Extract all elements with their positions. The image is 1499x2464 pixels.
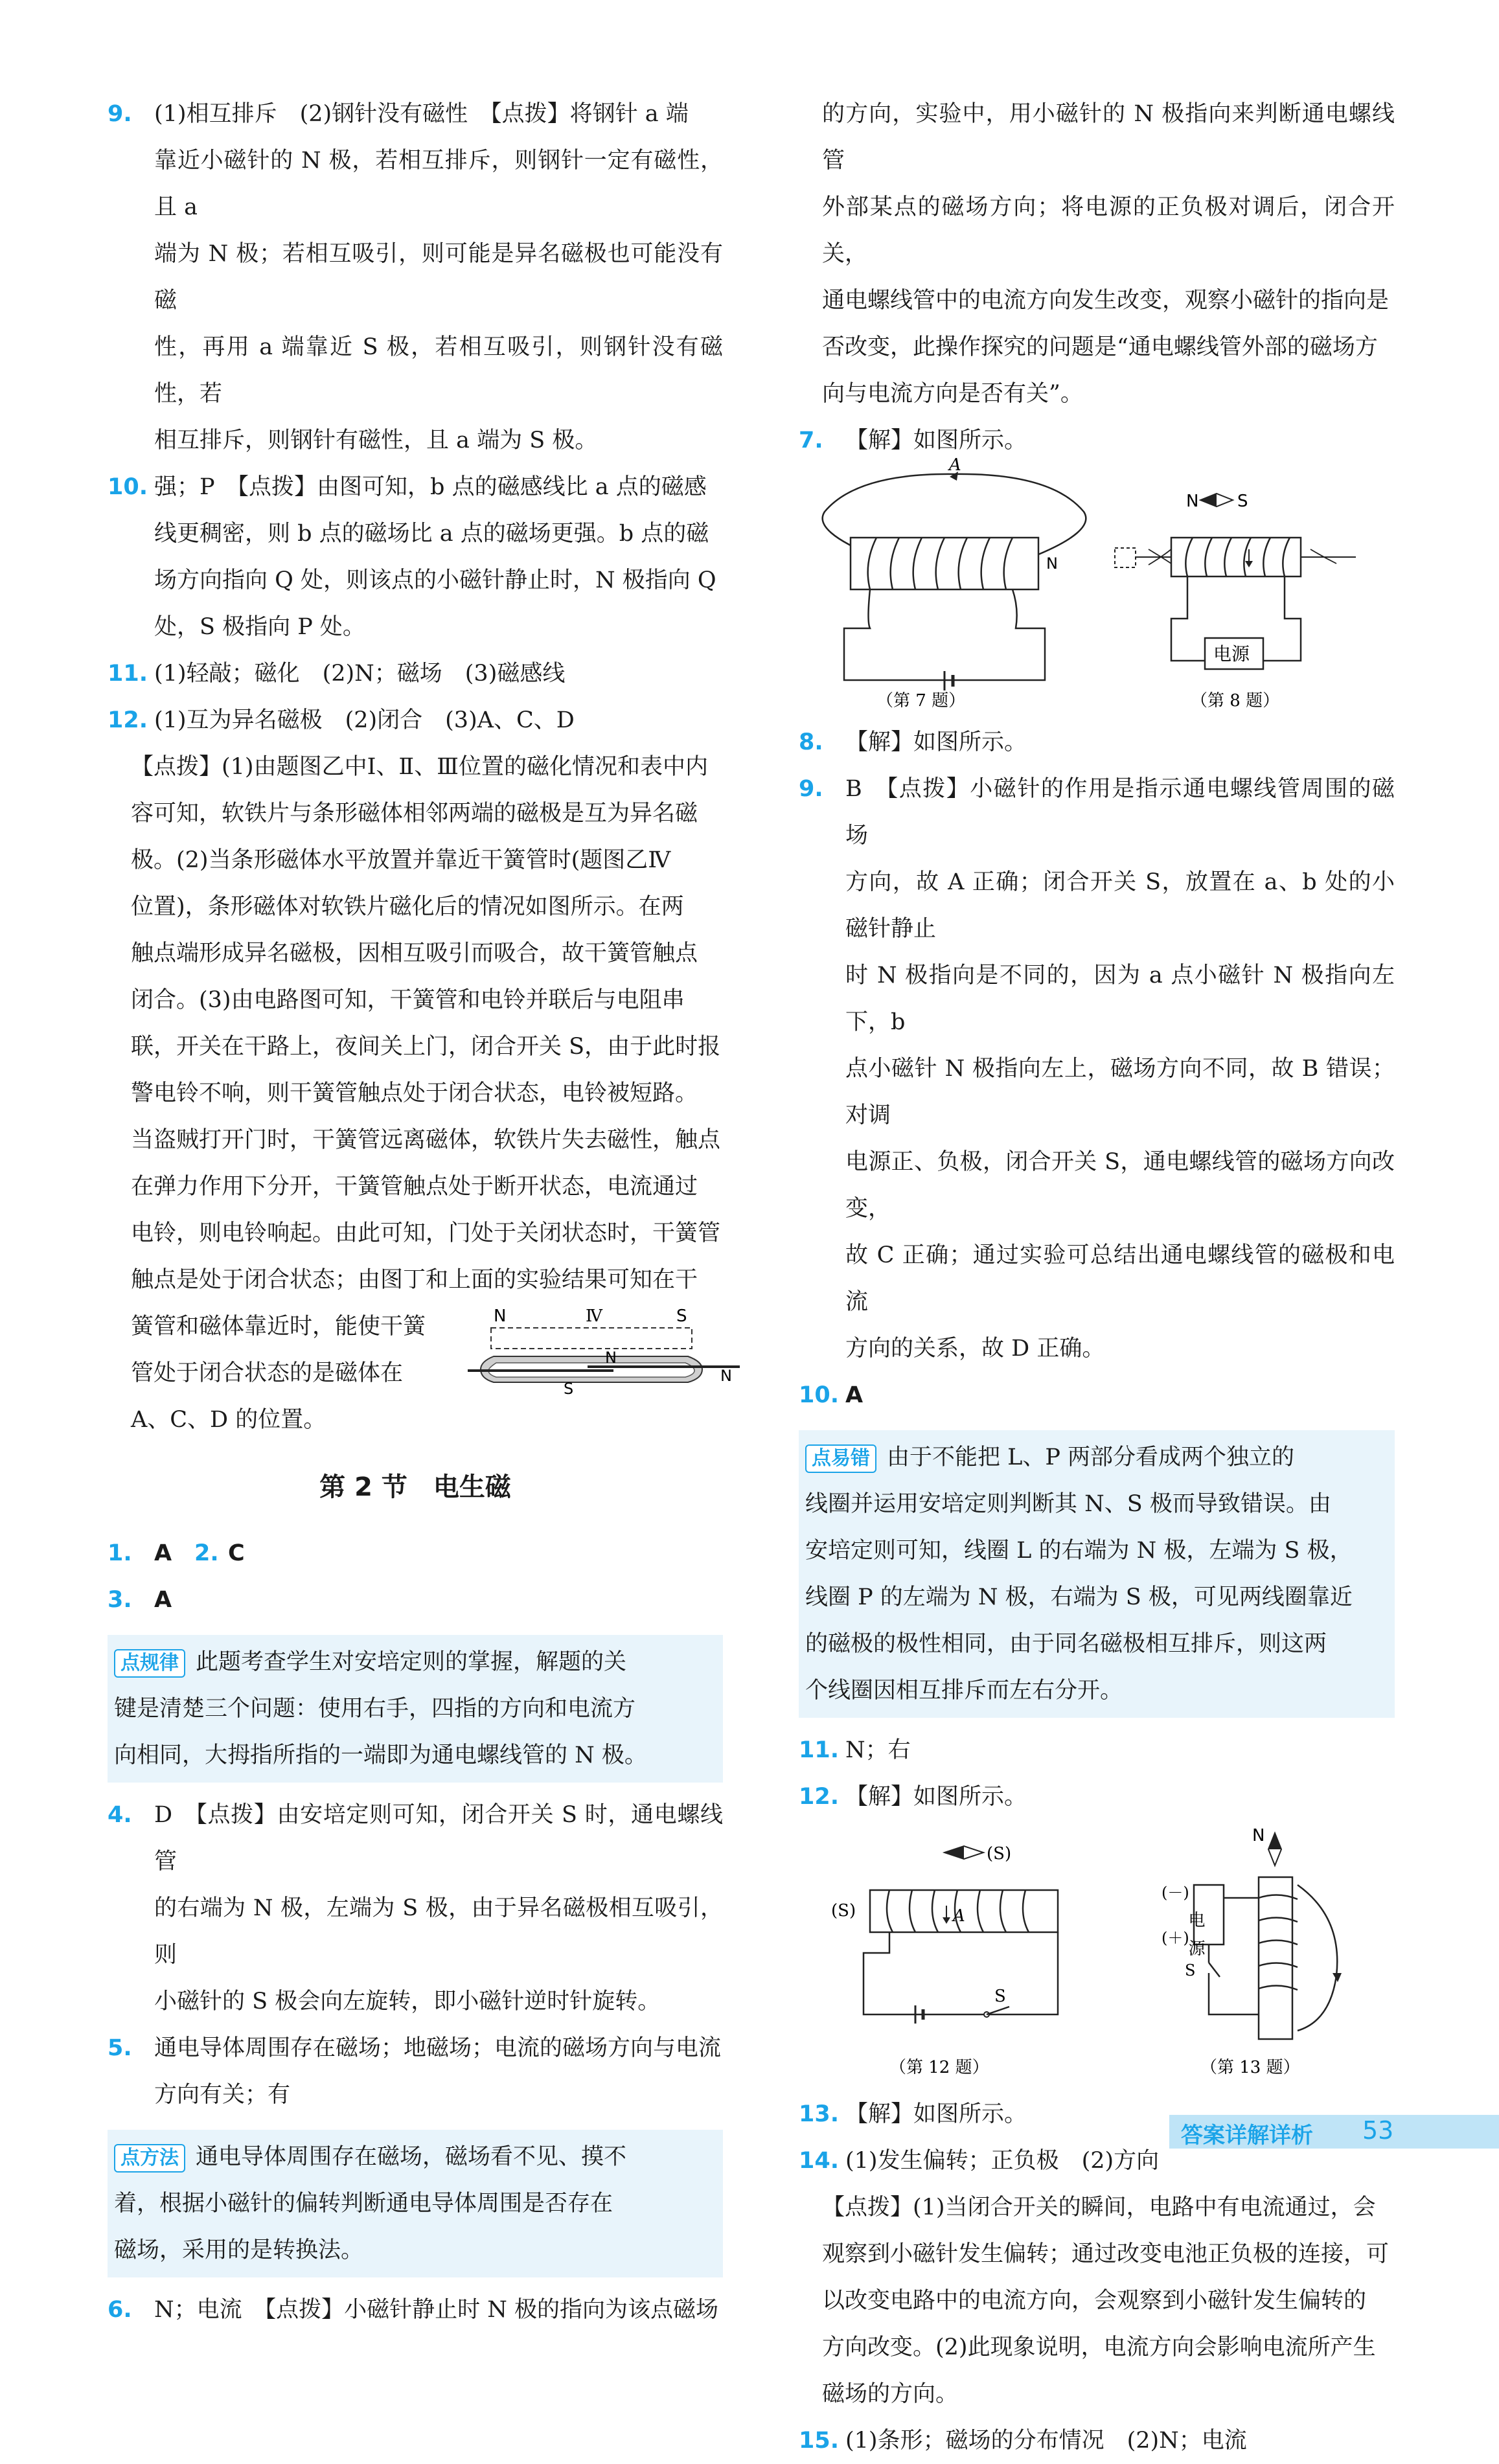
text-line: 电铃，则电铃响起。由此可知，门处于关闭状态时，干簧管 [131, 1220, 721, 1246]
text-line: 方向，故 A 正确；闭合开关 S，放置在 a、b 处的小磁针静止 [845, 869, 1395, 942]
answer-15-right [799, 2417, 1395, 2464]
text-line: 观察到小磁针发生偏转；通过改变电池正负极的连接，可 [822, 2241, 1390, 2267]
caption-fig8: （第 8 题） [1191, 691, 1280, 711]
answer-text: 【解】如图所示。 [845, 2101, 1027, 2127]
tip-tag: 点方法 [114, 2144, 185, 2173]
text-line: 强；P 【点拨】由图可知，b 点的磁感线比 a 点的磁感 [154, 474, 707, 500]
answer-12-explanation [108, 744, 732, 1443]
caption-fig7: （第 7 题） [876, 691, 966, 711]
text-line: 【点拨】(1)当闭合开关的瞬间，电路中有电流通过，会 [822, 2195, 1376, 2220]
section-title: 第 2 节 电生磁 [319, 1472, 511, 1502]
left-column [108, 91, 732, 2333]
answer-4 [108, 1792, 723, 2025]
text-line: 位置)，条形磁体对软铁片磁化后的情况如图所示。在两 [131, 894, 684, 920]
text-line: 簧管和磁体靠近时，能使干簧 [131, 1314, 426, 1340]
right-column [799, 91, 1395, 2464]
text-line: 由于不能把 L、P 两部分看成两个独立的 [887, 1444, 1295, 1470]
fig8-label-n: N [1186, 492, 1199, 511]
figure-7-8 [799, 455, 1395, 713]
text-line: 通电导体周围存在磁场，磁场看不见、摸不 [196, 2144, 627, 2170]
answer-1-2 [108, 1530, 723, 1577]
fig8-power-label: 电源 [1213, 643, 1250, 665]
fig12-label-switch: S [994, 1987, 1006, 2006]
text-line: 警电铃不响，则干簧管触点处于闭合状态，电铃被短路。 [131, 1080, 698, 1106]
tip-box-error [799, 1430, 1395, 1718]
answer-text: 【解】如图所示。 [845, 729, 1027, 755]
text-line: 方向有关；有 [154, 2082, 291, 2108]
fig13-label-n: N [1252, 1826, 1265, 1845]
text-line: 的右端为 N 极，左端为 S 极，由于异名磁极相互吸引，则 [154, 1895, 723, 1968]
fig-label-iv: Ⅳ [586, 1306, 602, 1326]
answer-text: (1)发生偏转；正负极 (2)方向 [845, 2148, 1160, 2174]
text-line: 容可知，软铁片与条形磁体相邻两端的磁极是互为异名磁 [131, 801, 698, 827]
fig7-label-n: N [1046, 554, 1058, 573]
text-line: (1)相互排斥 (2)钢针没有磁性 【点拨】将钢针 a 端 [154, 101, 689, 127]
reed-switch-figure [468, 1303, 740, 1400]
answer-7 [799, 417, 1395, 464]
text-line: 着，根据小磁针的偏转判断通电导体周围是否存在 [114, 2191, 613, 2217]
answer-text: A [845, 1382, 864, 1408]
question-number: 10. [108, 474, 148, 500]
answer-text: 【解】如图所示。 [845, 1784, 1027, 1810]
fig8-label-s: S [1237, 492, 1248, 511]
fig13-power-char1: 电源 [1185, 1911, 1205, 1956]
tip-box-method [108, 2130, 723, 2277]
text-line: 在弹力作用下分开，干簧管触点处于断开状态，电流通过 [131, 1174, 698, 1200]
question-number: 4. [108, 1802, 132, 1828]
answer-10 [108, 464, 723, 650]
answer-3 [108, 1577, 723, 1623]
question-number: 7. [799, 428, 823, 453]
text-line: 的磁极的极性相同，由于同名磁极相互排斥，则这两 [805, 1631, 1327, 1657]
answer-14-explanation [799, 2184, 1395, 2417]
answer-10-right [799, 1372, 1395, 1419]
text-line: 联，开关在干路上，夜间关上门，闭合开关 S，由于此时报 [131, 1034, 721, 1060]
text-line: 靠近小磁针的 N 极，若相互排斥，则钢针一定有磁性，且 a [154, 148, 723, 220]
text-line: 的方向，实验中，用小磁针的 N 极指向来判断通电螺线管 [822, 101, 1395, 174]
text-line: 通电螺线管中的电流方向发生改变，观察小磁针的指向是 [822, 288, 1390, 314]
question-number: 9. [108, 101, 132, 127]
text-line: 线圈 P 的左端为 N 极，右端为 S 极，可见两线圈靠近 [805, 1584, 1353, 1610]
question-number: 15. [799, 2428, 840, 2454]
text-line: 触点是处于闭合状态；由图丁和上面的实验结果可知在干 [131, 1267, 698, 1293]
question-number: 9. [799, 776, 823, 802]
text-line: 【点拨】(1)由题图乙中Ⅰ、Ⅱ、Ⅲ位置的磁化情况和表中内 [131, 754, 708, 780]
question-number: 1. [108, 1540, 132, 1566]
text-line: 端为 N 极；若相互吸引，则可能是异名磁极也可能没有磁 [154, 241, 723, 314]
question-number: 11. [799, 1737, 840, 1763]
fig12-label-a: A [953, 1906, 965, 1926]
text-line: 当盗贼打开门时，干簧管远离磁体，软铁片失去磁性，触点 [131, 1127, 721, 1153]
answer-text: (1)条形；磁场的分布情况 (2)N；电流 [845, 2428, 1247, 2454]
text-line: 电源正、负极，闭合开关 S，通电螺线管的磁场方向改变， [845, 1149, 1395, 1222]
text-line: 时 N 极指向是不同的，因为 a 点小磁针 N 极指向左下，b [845, 963, 1395, 1035]
question-number: 12. [799, 1784, 840, 1810]
text-line: N；电流 【点拨】小磁针静止时 N 极的指向为该点磁场 [154, 2297, 719, 2323]
answer-9 [108, 91, 723, 464]
text-line: 个线圈因相互排斥而左右分开。 [805, 1678, 1123, 1704]
fig13-label-plus: (＋) [1161, 1929, 1189, 1947]
text-line: 外部某点的磁场方向；将电源的正负极对调后，闭合开关， [822, 194, 1395, 267]
text-line: 向与电流方向是否有关”。 [822, 381, 1083, 407]
answer-5 [108, 2025, 723, 2118]
text-line: 磁场的方向。 [822, 2381, 959, 2407]
text-line: 处，S 极指向 P 处。 [154, 614, 365, 640]
text-line: 场方向指向 Q 处，则该点的小磁针静止时，N 极指向 Q [154, 567, 716, 593]
text-line: 相互排斥，则钢针有磁性，且 a 端为 S 极。 [154, 428, 598, 453]
fig7-label-a: A [949, 455, 961, 475]
fig13-label-minus: (－) [1161, 1884, 1189, 1902]
question-number: 3. [108, 1587, 132, 1613]
fig13-label-switch: S [1185, 1961, 1196, 1979]
answer-8 [799, 719, 1395, 766]
text-line: 以改变电路中的电流方向，会观察到小磁针发生偏转的 [822, 2288, 1367, 2314]
text-line: 通电导体周围存在磁场；地磁场；电流的磁场方向与电流 [154, 2035, 722, 2061]
text-line: 极。(2)当条形磁体水平放置并靠近干簧管时(题图乙Ⅳ [131, 847, 671, 873]
caption-fig13: （第 13 题） [1200, 2058, 1300, 2077]
question-number: 12. [108, 707, 148, 733]
question-number: 13. [799, 2101, 840, 2127]
footer-label: 答案详解详析 [1181, 2123, 1313, 2149]
text-line: 性，再用 a 端靠近 S 极，若相互吸引，则钢针没有磁性，若 [154, 334, 723, 407]
fig-label-s: S [676, 1306, 687, 1326]
text-line: 向相同，大拇指所指的一端即为通电螺线管的 N 极。 [114, 1742, 647, 1768]
caption-fig12: （第 12 题） [889, 2058, 989, 2077]
answer-6-continued [799, 91, 1395, 417]
text-line: 闭合。(3)由电路图可知，干簧管和电铃并联后与电阻串 [131, 987, 685, 1013]
text-line: 安培定则可知，线圈 L 的右端为 N 极，左端为 S 极， [805, 1538, 1353, 1564]
answer-11-right [799, 1727, 1395, 1774]
answer-text: (1)互为异名磁极 (2)闭合 (3)A、C、D [154, 707, 575, 733]
tip-box-rule [108, 1635, 723, 1783]
text-line: 管处于闭合状态的是磁体在 [131, 1360, 404, 1386]
page-number: 53 [1362, 2116, 1394, 2145]
fig12-label-s-top: (S) [987, 1844, 1012, 1864]
answer-text: A [154, 1587, 172, 1613]
question-number: 6. [108, 2297, 132, 2323]
text-line: 方向的关系，故 D 正确。 [845, 1336, 1105, 1362]
tip-tag: 点易错 [805, 1444, 876, 1473]
fig-label-n3: N [720, 1367, 732, 1385]
tip-tag: 点规律 [114, 1649, 185, 1678]
question-number: 2. [194, 1540, 219, 1566]
text-line: 键是清楚三个问题：使用右手，四指的方向和电流方 [114, 1696, 636, 1722]
fig-label-n2: N [605, 1349, 617, 1367]
answer-6 [108, 2287, 723, 2333]
text-line: 线更稠密，则 b 点的磁场比 a 点的磁场更强。b 点的磁 [154, 521, 709, 547]
answer-9-right [799, 766, 1395, 1372]
text-line: 小磁针的 S 极会向左旋转，即小磁针逆时针旋转。 [154, 1989, 661, 2014]
text-line: D 【点拨】由安培定则可知，闭合开关 S 时，通电螺线管 [154, 1802, 723, 1875]
text-line: B 【点拨】小磁针的作用是指示通电螺线管周围的磁场 [845, 776, 1395, 849]
answer-12 [108, 697, 723, 744]
text-line: 点小磁针 N 极指向左上，磁场方向不同，故 B 错误；对调 [845, 1056, 1395, 1128]
text-line: 故 C 正确；通过实验可总结出通电螺线管的磁极和电流 [845, 1242, 1395, 1315]
answer-text: A [154, 1540, 172, 1566]
text-line: 线圈并运用安培定则判断其 N、S 极而导致错误。由 [805, 1491, 1331, 1517]
answer-text: C [228, 1540, 245, 1566]
answer-12-right [799, 1774, 1395, 1820]
answer-text: 【解】如图所示。 [845, 428, 1027, 453]
fig12-label-s-left: (S) [831, 1901, 856, 1921]
page-footer [1169, 2115, 1499, 2149]
figure-12-13 [799, 1827, 1395, 2086]
text-line: A、C、D 的位置。 [131, 1407, 326, 1433]
text-line: 此题考查学生对安培定则的掌握，解题的关 [196, 1649, 627, 1675]
answer-text: N；右 [845, 1737, 911, 1763]
answer-11 [108, 650, 723, 697]
text-line: 触点端形成异名磁极，因相互吸引而吸合，故干簧管触点 [131, 941, 698, 966]
question-number: 8. [799, 729, 823, 755]
question-number: 5. [108, 2035, 132, 2061]
question-number: 11. [108, 661, 148, 687]
text-line: 磁场，采用的是转换法。 [114, 2237, 364, 2263]
question-number: 14. [799, 2148, 840, 2174]
fig-label-s2: S [564, 1380, 574, 1398]
fig-label-n: N [494, 1306, 507, 1326]
answer-text: (1)轻敲；磁化 (2)N；磁场 (3)磁感线 [154, 661, 566, 687]
text-line: 否改变，此操作探究的问题是“通电螺线管外部的磁场方 [822, 334, 1378, 360]
text-line: 方向改变。(2)此现象说明，电流方向会影响电流所产生 [822, 2334, 1376, 2360]
question-number: 10. [799, 1382, 840, 1408]
